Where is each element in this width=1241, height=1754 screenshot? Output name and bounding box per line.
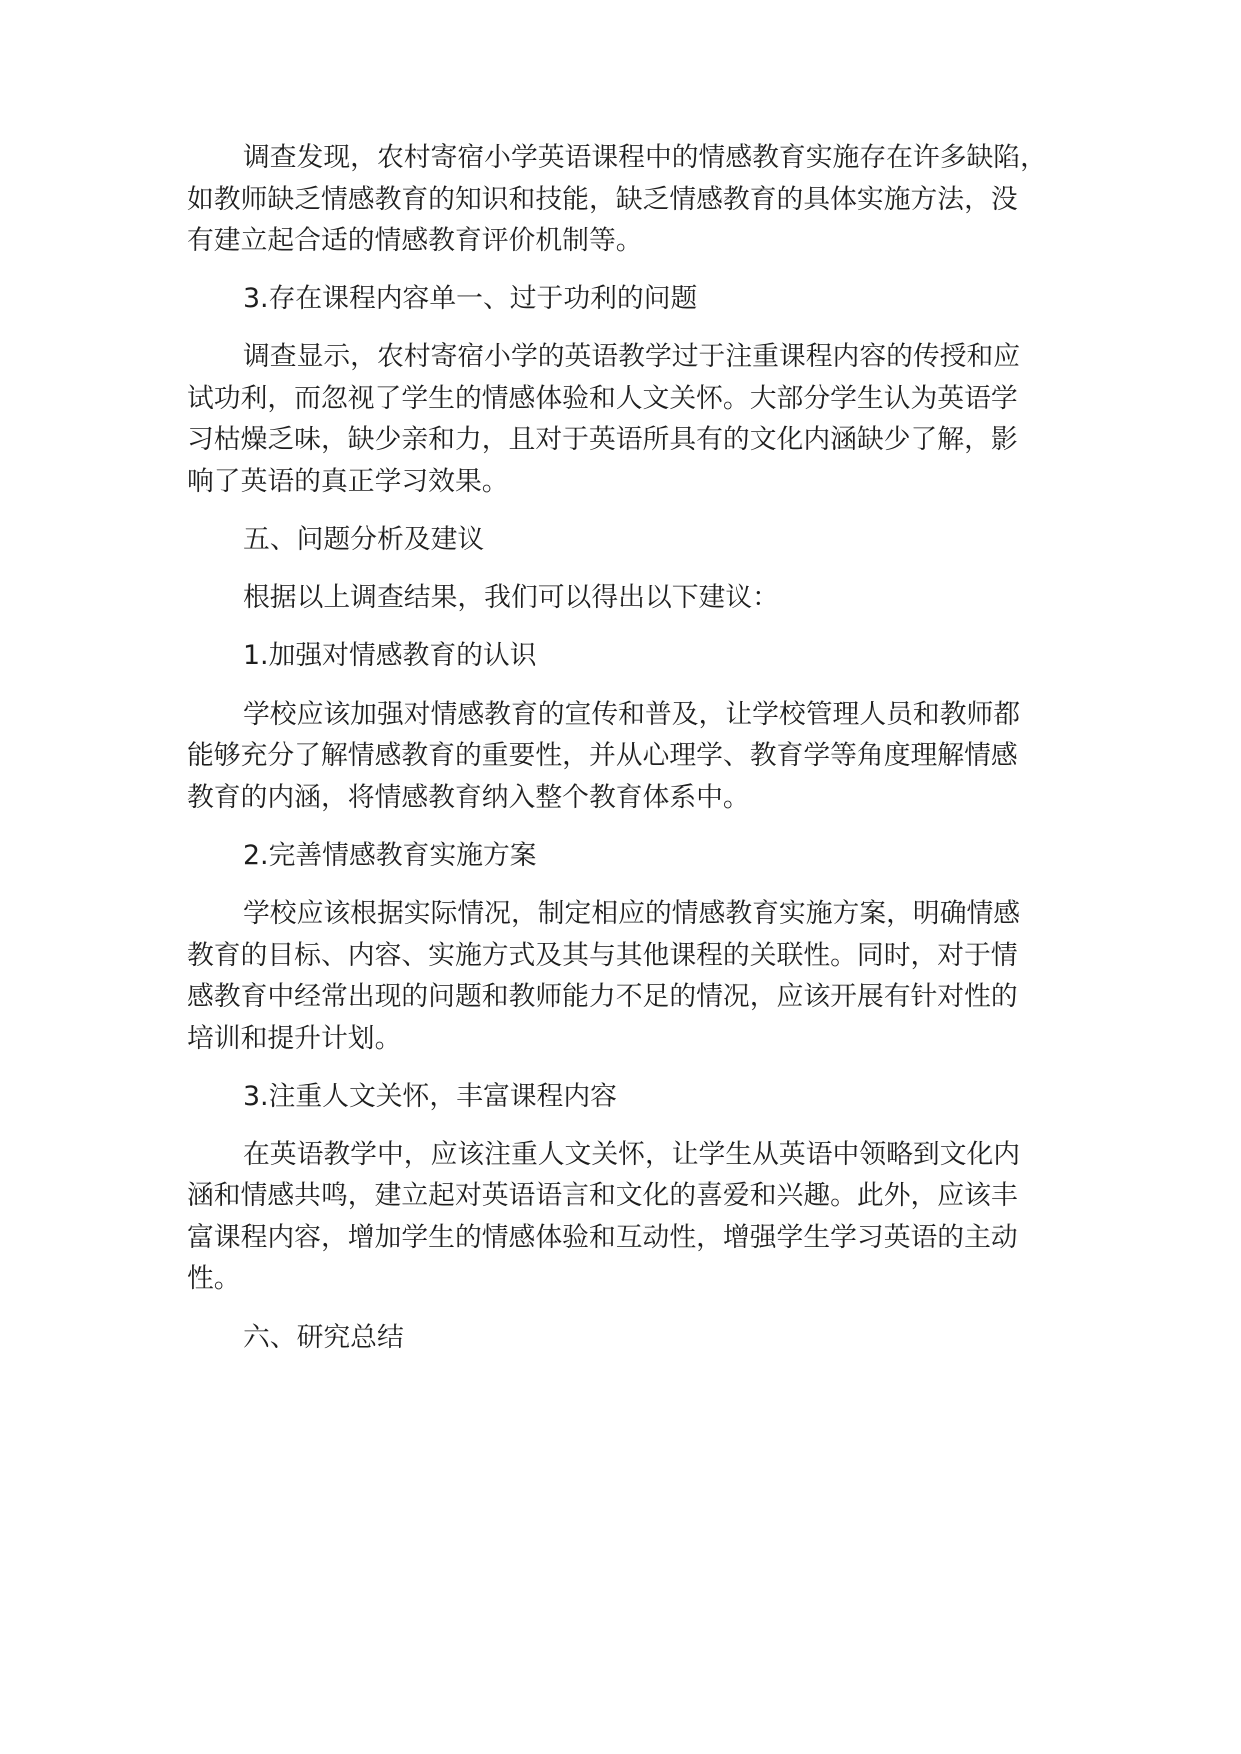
paragraph-line: 感教育中经常出现的问题和教师能力不足的情况，应该开展有针对性的 (187, 981, 1018, 1012)
document-body (187, 137, 1147, 1375)
section-heading (187, 519, 1147, 561)
paragraph-line: 性。 (187, 1263, 241, 1295)
subheading (187, 278, 1147, 320)
section-heading (187, 1317, 1147, 1359)
section-heading-text: 五、问题分析及建议 (243, 524, 485, 556)
paragraph-line: 有建立起合适的情感教育评价机制等。 (187, 225, 643, 256)
subheading-text: 3.存在课程内容单一、过于功利的问题 (243, 283, 698, 315)
subheading (187, 1076, 1147, 1118)
body-paragraph (187, 336, 1147, 502)
subheading-text: 2.完善情感教育实施方案 (243, 839, 537, 871)
paragraph-line: 教育的目标、内容、实施方式及其与其他课程的关联性。同时，对于情 (187, 939, 1018, 971)
paragraph-line: 能够充分了解情感教育的重要性，并从心理学、教育学等角度理解情感 (187, 740, 1018, 772)
paragraph-line: 习枯燥乏味，缺少亲和力，且对于英语所具有的文化内涵缺少了解，影 (187, 424, 1018, 456)
body-paragraph (187, 577, 1147, 619)
section-heading-text: 六、研究总结 (243, 1321, 404, 1353)
paragraph-line: 调查显示，农村寄宿小学的英语教学过于注重课程内容的传授和应 (243, 341, 1021, 373)
subheading (187, 835, 1147, 877)
paragraph-line: 调查发现，农村寄宿小学英语课程中的情感教育实施存在许多缺陷， (243, 142, 1047, 173)
paragraph-line: 试功利，而忽视了学生的情感体验和人文关怀。大部分学生认为英语学 (187, 382, 1018, 414)
paragraph-line: 在英语教学中，应该注重人文关怀，让学生从英语中领略到文化内 (243, 1138, 1021, 1170)
paragraph-line: 涵和情感共鸣，建立起对英语语言和文化的喜爱和兴趣。此外，应该丰 (187, 1180, 1018, 1212)
paragraph-line: 教育的内涵，将情感教育纳入整个教育体系中。 (187, 781, 750, 813)
body-paragraph (187, 1134, 1147, 1300)
paragraph-line: 培训和提升计划。 (187, 1022, 402, 1054)
paragraph-line: 如教师缺乏情感教育的知识和技能，缺乏情感教育的具体实施方法，没 (187, 183, 1018, 215)
paragraph-line: 根据以上调查结果，我们可以得出以下建议： (243, 582, 779, 614)
body-paragraph (187, 137, 1147, 262)
subheading-text: 3.注重人文关怀，丰富课程内容 (243, 1080, 617, 1112)
subheading (187, 635, 1147, 677)
paragraph-line: 富课程内容，增加学生的情感体验和互动性，增强学生学习英语的主动 (187, 1221, 1018, 1253)
paragraph-line: 响了英语的真正学习效果。 (187, 465, 509, 497)
body-paragraph (187, 893, 1147, 1059)
subheading-text: 1.加强对情感教育的认识 (243, 640, 537, 672)
paragraph-line: 学校应该加强对情感教育的宣传和普及，让学校管理人员和教师都 (243, 698, 1021, 730)
paragraph-line: 学校应该根据实际情况，制定相应的情感教育实施方案，明确情感 (243, 898, 1021, 929)
body-paragraph (187, 694, 1147, 819)
